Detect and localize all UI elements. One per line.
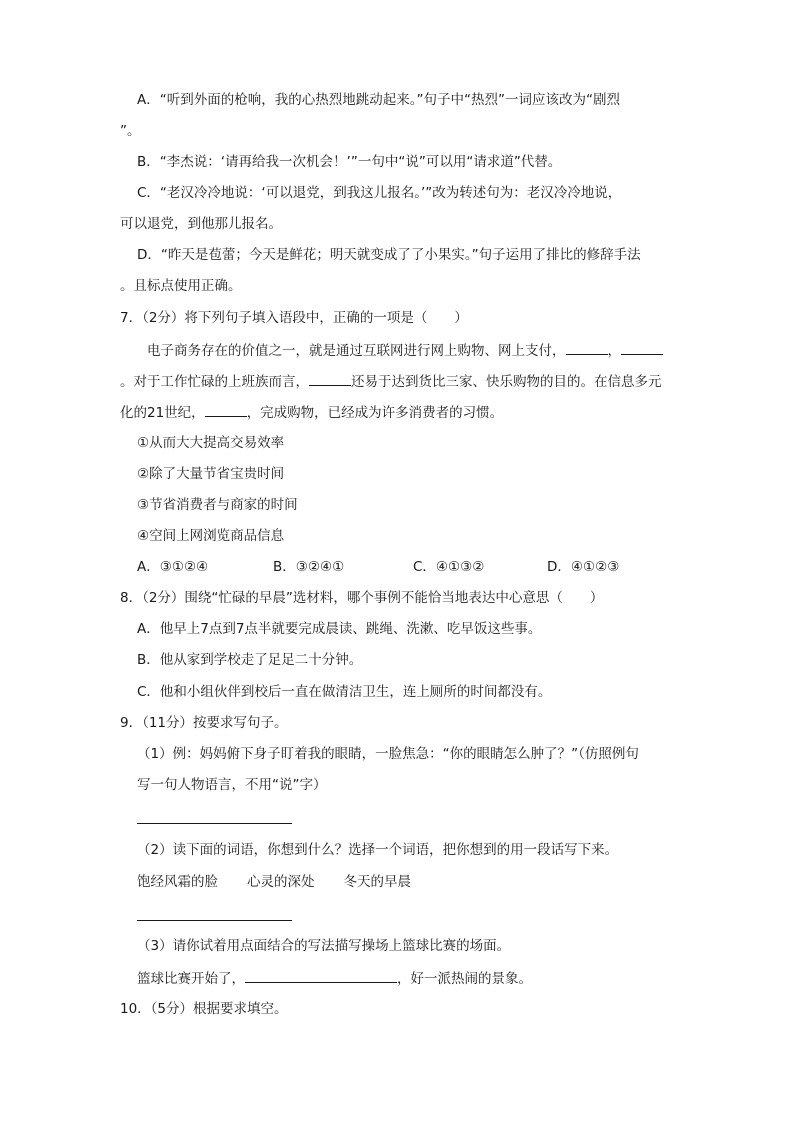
q6-option-d-line1: D．“昨天是苞蕾；今天是鲜花；明天就变成了了小果实。”句子运用了排比的修辞手法 <box>137 247 641 263</box>
q6-option-b: B．“李杰说：‘请再给我一次机会！’”一句中“说”可以用“请求道”代替。 <box>137 154 562 170</box>
q6-option-c-line1: C．“老汉冷冷地说：‘可以退党，到我这儿报名。’”改为转述句为：老汉冷冷地说， <box>137 185 622 201</box>
q7-item: ④空间上网浏览商品信息 <box>137 528 285 544</box>
q9-sub3-blank[interactable] <box>245 968 397 983</box>
q7-item: ①从而大大提高交易效率 <box>137 435 285 451</box>
q9-word: 饱经风霜的脸 <box>137 874 218 890</box>
q7-blank-2[interactable] <box>621 340 663 355</box>
q7-option-b[interactable]: B．③②④① <box>273 559 345 575</box>
q8-option-a[interactable]: A．他早上7点到7点半就要完成晨读、跳绳、洗漱、吃早饭这些事。 <box>137 621 542 637</box>
q7-option-c[interactable]: C．④①③② <box>413 559 485 575</box>
q9-sub3-fill-line <box>137 968 532 989</box>
q10-stem: 10．（5分）根据要求填空。 <box>120 1001 288 1017</box>
q8-stem: 8．（2分）围绕“忙碌的早晨”选材料，哪个事例不能恰当地表达中心意思（ ） <box>120 590 604 606</box>
q7-item: ③节省消费者与商家的时间 <box>137 497 298 513</box>
q7-text: ， <box>607 343 621 359</box>
q7-option-a[interactable]: A．③①②④ <box>137 559 209 575</box>
q9-sub1-line2: 写一句人物语言，不用“说”字） <box>137 777 327 793</box>
q8-option-b[interactable]: B．他从家到学校走了足足二十分钟。 <box>137 652 363 668</box>
q9-sub2-answer-line[interactable] <box>137 920 292 921</box>
q7-blank-1[interactable] <box>566 340 608 355</box>
q7-blank-3[interactable] <box>309 371 351 386</box>
q9-stem: 9．（11分）按要求写句子。 <box>120 715 288 731</box>
q7-option-d[interactable]: D．④①②③ <box>547 559 620 575</box>
q6-option-a-line2: ”。 <box>120 123 141 139</box>
q7-paragraph-line2 <box>120 371 662 392</box>
q7-blank-4[interactable] <box>205 402 247 417</box>
q7-paragraph-line1 <box>147 340 663 361</box>
q7-paragraph-line3 <box>120 402 503 423</box>
q6-option-a-line1: A．“听到外面的枪响，我的心热烈地跳动起来。”句子中“热烈”一词应该改为“剧烈 <box>137 92 620 108</box>
q7-item: ②除了大量节省宝贵时间 <box>137 466 285 482</box>
q9-text: 篮球比赛开始了， <box>137 971 245 987</box>
q6-option-d-line2: 。且标点使用正确。 <box>120 278 242 294</box>
q9-sub1-line1: （1）例：妈妈俯下身子盯着我的眼睛，一脸焦急：“你的眼睛怎么肿了？”（仿照例句 <box>137 746 639 762</box>
q9-word: 冬天的早晨 <box>343 874 411 890</box>
q7-text: 还易于达到货比三家、快乐购物的目的。在信息多元 <box>351 374 662 390</box>
q7-text: 化的21世纪， <box>120 405 205 421</box>
q8-option-c[interactable]: C．他和小组伙伴到校后一直在做清洁卫生，连上厕所的时间都没有。 <box>137 684 552 700</box>
q9-sub2: （2）读下面的词语，你想到什么？选择一个词语，把你想到的用一段话写下来。 <box>137 842 619 858</box>
q7-text: 电子商务存在的价值之一，就是通过互联网进行网上购物、网上支付， <box>147 343 566 359</box>
q9-sub1-answer-line[interactable] <box>137 823 292 824</box>
q9-word: 心灵的深处 <box>247 874 315 890</box>
q6-option-c-line2: 可以退党，到他那儿报名。 <box>120 216 282 232</box>
q9-word-list <box>137 872 411 892</box>
q7-stem: 7．（2分）将下列句子填入语段中，正确的一项是（ ） <box>120 310 468 326</box>
q9-text: ，好一派热闹的景象。 <box>397 971 532 987</box>
q7-text: ，完成购物，已经成为许多消费者的习惯。 <box>246 405 504 421</box>
q7-text: 。对于工作忙碌的上班族而言， <box>120 374 309 390</box>
q9-sub3: （3）请你试着用点面结合的写法描写操场上篮球比赛的场面。 <box>137 938 511 954</box>
